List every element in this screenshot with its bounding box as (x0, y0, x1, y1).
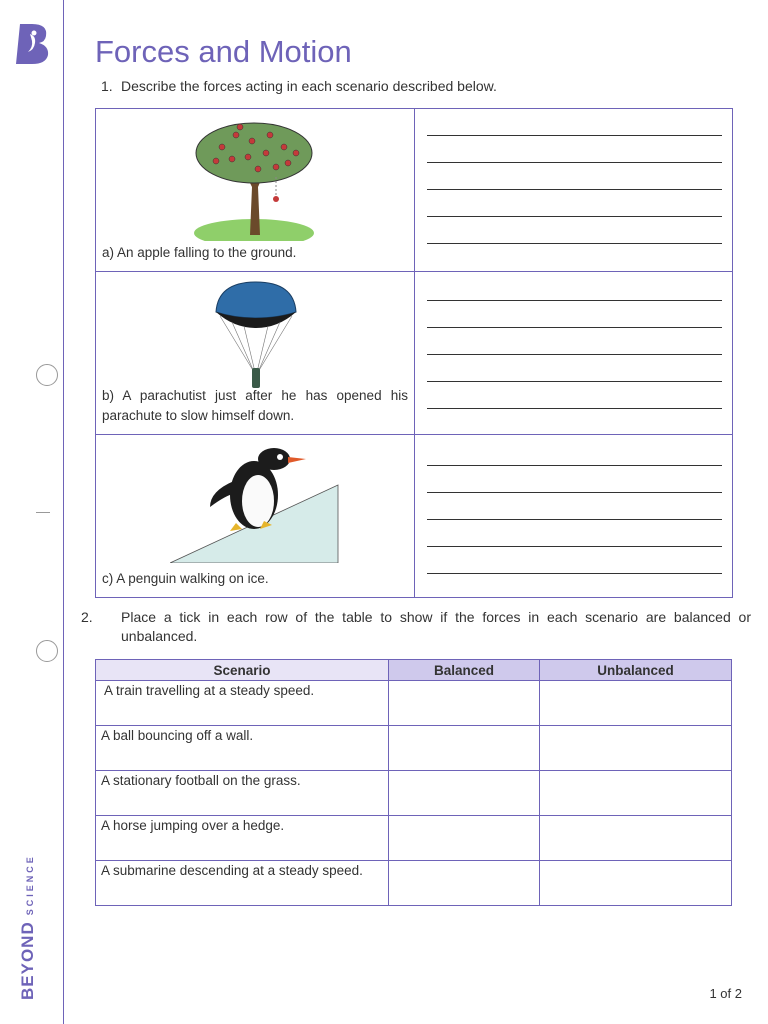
scenario-row (96, 109, 732, 272)
question-2-text: Place a tick in each row of the table to show if the forces in each scenario are balanced or unbalanced. (121, 609, 751, 644)
scenario-image-cell (96, 435, 415, 597)
scenario-cell: A ball bouncing off a wall. (96, 726, 389, 771)
scenario-cell: A stationary football on the grass. (96, 771, 389, 816)
balanced-tick-cell[interactable] (389, 726, 540, 771)
unbalanced-tick-cell[interactable] (540, 726, 732, 771)
balanced-tick-cell[interactable] (389, 771, 540, 816)
beyond-logo-icon (14, 20, 52, 66)
balanced-tick-cell[interactable] (389, 681, 540, 726)
scenario-row (96, 272, 732, 435)
table-row (96, 771, 732, 816)
question-1-number: 1. (101, 78, 113, 94)
scenario-cell: A train travelling at a steady speed. (96, 681, 389, 726)
apple-tree-icon (192, 117, 316, 241)
table-row (96, 861, 732, 906)
table-row (96, 726, 732, 771)
answer-cell[interactable] (415, 435, 732, 597)
unbalanced-tick-cell[interactable] (540, 771, 732, 816)
question-1-text: Describe the forces acting in each scenario described below. (121, 78, 497, 94)
question-1 (101, 77, 497, 96)
scenario-caption: a) An apple falling to the ground. (102, 245, 297, 260)
scenario-cell: A horse jumping over a hedge. (96, 816, 389, 861)
scenario-cell: A submarine descending at a steady speed. (96, 861, 389, 906)
brand-name: BEYOND (18, 921, 37, 1000)
page-title: Forces and Motion (95, 34, 352, 69)
table-row (96, 681, 732, 726)
scenario-image-cell (96, 109, 415, 271)
answer-cell[interactable] (415, 272, 732, 434)
unbalanced-tick-cell[interactable] (540, 816, 732, 861)
margin-line (63, 0, 64, 1024)
table-row (96, 816, 732, 861)
answer-cell[interactable] (415, 109, 732, 271)
parachutist-icon (208, 280, 304, 390)
fold-mark (36, 512, 50, 513)
header-unbalanced: Unbalanced (540, 660, 732, 681)
header-balanced: Balanced (389, 660, 540, 681)
penguin-on-ice-icon (170, 445, 340, 563)
question-2-number: 2. (81, 609, 93, 625)
brand-sub: SCIENCE (25, 854, 35, 916)
unbalanced-tick-cell[interactable] (540, 681, 732, 726)
unbalanced-tick-cell[interactable] (540, 861, 732, 906)
scenario-image-cell (96, 272, 415, 434)
scenario-row (96, 435, 732, 597)
header-scenario: Scenario (96, 660, 389, 681)
brand-vertical (18, 854, 38, 1000)
balanced-tick-cell[interactable] (389, 861, 540, 906)
binder-hole (36, 364, 58, 386)
binder-hole (36, 640, 58, 662)
page-number: 1 of 2 (709, 986, 742, 1001)
scenario-caption: c) A penguin walking on ice. (102, 571, 269, 586)
scenario-table (95, 108, 733, 598)
scenario-caption: b) A parachutist just after he has opened his parachute to slow himself down. (102, 388, 408, 423)
question-2 (81, 608, 751, 646)
balance-table (95, 659, 732, 906)
balanced-tick-cell[interactable] (389, 816, 540, 861)
